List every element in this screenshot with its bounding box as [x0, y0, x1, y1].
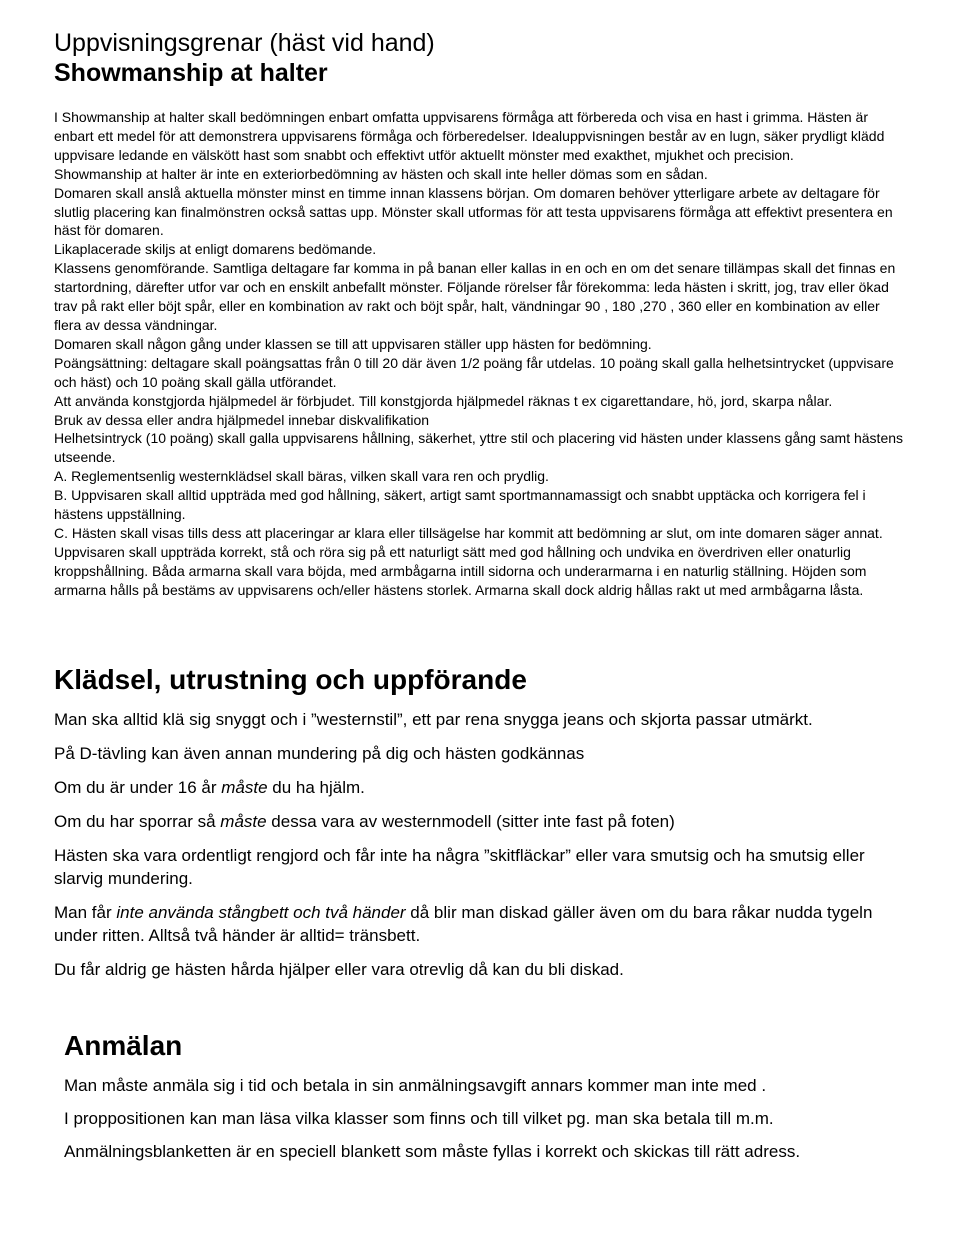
kladsel-paragraph: På D-tävling kan även annan mundering på dig och hästen godkännas [54, 744, 585, 763]
anmalan-paragraph: I proppositionen kan man läsa vilka klasser som finns och till vilket pg. man ska betala till m.m. [64, 1109, 774, 1128]
section-heading-anmalan: Anmälan [64, 1030, 183, 1061]
rules-paragraph: Poängsättning: deltagare skall poängsattas från 0 till 20 där även 1/2 poäng får utdelas. 10 poäng skall galla helhetsintrycket (uppvisare och häst) och 10 poäng skall gälla utförandet. [54, 354, 894, 390]
rules-paragraph: C. Hästen skall visas tills dess att placeringar ar klara eller tillsägelse har kommit att bedömning ar slut, om inte domaren säger annat. Uppvisaren skall uppträda korrekt, stå och röra sig på ett naturligt sätt med god hållning och undvika en överdriven eller onaturlig kroppshållning. Båda armarna skall vara böjda, med armbågarna intill sidorna och underarmarna i en naturlig ställning. Höjden som armarna hålls på bestäms av uppvisarens och/eller hästens storlek. Armarna skall dock aldrig hållas rakt ut med armbågarna låsta. [54, 524, 883, 598]
rules-paragraph: Helhetsintryck (10 poäng) skall galla uppvisarens hållning, säkerhet, yttre stil och placering vid hästen under klassens gång samt hästens utseende. [54, 430, 904, 466]
text-run: du ha hjälm. [267, 778, 365, 797]
rules-paragraph: A. Reglementsenlig westernklädsel skall bäras, vilken skall vara ren och prydlig. [54, 468, 549, 485]
rules-paragraph: I Showmanship at halter skall bedömningen enbart omfatta uppvisarens förmåga att förbereda och visa en hast i grimma. Hästen är enbart ett medel för att demonstrera uppvisarens förmåga och förberedelser. Idealuppvisningen består av en lugn, säker prydligt klädd uppvisare ledande en välskött hast som snabbt och effektivt utför aktuellt mönster med exakthet, mjukhet och precision. [54, 109, 885, 163]
rules-paragraph: B. Uppvisaren skall alltid uppträda med god hållning, säkert, artigt samt sportmannamassigt och snabbt upptäcka och korrigera fel i hästens uppställning. [54, 487, 866, 523]
rules-paragraph: Likaplacerade skiljs at enligt domarens bedömande. [54, 241, 377, 258]
text-run: Man får [54, 903, 117, 922]
kladsel-paragraph: Hästen ska vara ordentligt rengjord och får inte ha några ”skitfläckar” eller vara smutsig och ha smutsig eller slarvig mundering. [54, 846, 865, 888]
text-run: dessa vara av westernmodell (sitter inte fast på foten) [266, 812, 675, 831]
rules-paragraph: Klassens genomförande. Samtliga deltagare far komma in på banan eller kallas in en och en om det senare tillämpas skall det finnas en startordning, därefter utfor var och en enskilt anbefallt mönster. Följande rörelser får förekomma: leda hästen i skritt, jog, trav eller ökad trav på rakt eller böjt spår, eller en kombination av rakt och böjt spår, halt, vändningar 90 , 180 ,270 , 360 eller en kombination av eller flera av dessa vändningar. [54, 260, 896, 333]
kladsel-paragraph: Man ska alltid klä sig snyggt och i ”westernstil”, ett par rena snygga jeans och skjorta passar utmärkt. [54, 710, 813, 729]
rules-paragraph: Domaren skall anslå aktuella mönster minst en timme innan klassens början. Om domaren behöver ytterligare arbete av deltagare för slutlig placering kan finalmönstren också sattas upp. Mönster skall utformas för att testa uppvisarens förmåga att effektivt presentera en häst för domaren. [54, 184, 893, 239]
kladsel-section [54, 708, 914, 992]
text-run: Om du är under 16 år [54, 778, 222, 797]
emphasis-text: måste [220, 812, 267, 831]
rules-section [54, 108, 904, 600]
page-subtitle: Showmanship at halter [54, 59, 328, 87]
kladsel-paragraph: Du får aldrig ge hästen hårda hjälper eller vara otrevlig då kan du bli diskad. [54, 960, 624, 979]
section-heading-kladsel: Klädsel, utrustning och uppförande [54, 664, 527, 695]
emphasis-text: inte använda stångbett och två händer [116, 903, 406, 922]
emphasis-text: måste [221, 778, 268, 797]
rules-paragraph: Domaren skall någon gång under klassen se till att uppvisaren ställer upp hästen for bedömning. [54, 335, 652, 352]
kladsel-paragraph [54, 901, 914, 947]
text-run: då blir man diskad gäller även om du bara råkar nudda tygeln under ritten. Alltså två händer är alltid= tränsbett. [54, 903, 873, 945]
rules-paragraph: Bruk av dessa eller andra hjälpmedel innebar diskvalifikation [54, 411, 430, 428]
page-header [54, 28, 435, 88]
anmalan-section [64, 1074, 924, 1173]
anmalan-paragraph: Anmälningsblanketten är en speciell blankett som måste fyllas i korrekt och skickas till rätt adress. [64, 1142, 801, 1161]
anmalan-paragraph: Man måste anmäla sig i tid och betala in sin anmälningsavgift annars kommer man inte med . [64, 1076, 767, 1095]
kladsel-paragraph [54, 810, 914, 833]
rules-paragraph: Att använda konstgjorda hjälpmedel är förbjudet. Till konstgjorda hjälpmedel räknas t ex cigarettandare, hö, jord, skarpa nålar. [54, 392, 833, 409]
kladsel-paragraph [54, 776, 914, 799]
page-title: Uppvisningsgrenar (häst vid hand) [54, 29, 435, 57]
text-run: Om du har sporrar så [54, 812, 221, 831]
rules-paragraph: Showmanship at halter är inte en exteriorbedömning av hästen och skall inte heller dömas som en sådan. [54, 165, 708, 182]
